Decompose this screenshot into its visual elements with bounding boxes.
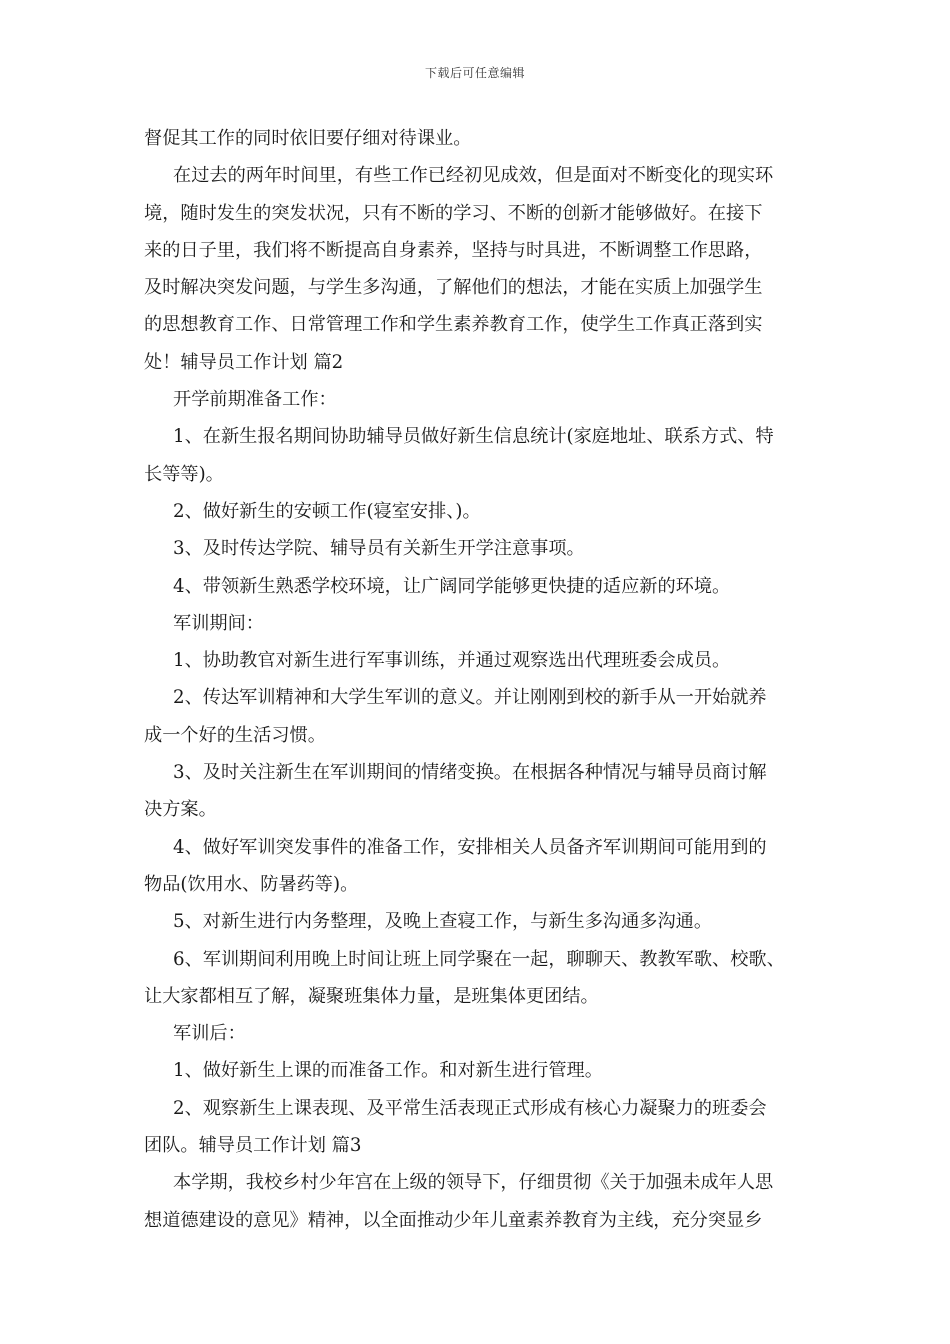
text-line: 决方案。 xyxy=(144,799,217,821)
text-line: 长等等)。 xyxy=(144,463,224,485)
document-body xyxy=(144,120,824,1239)
text-line: 6、军训期间利用晚上时间让班上同学聚在一起，聊聊天、教教军歌、校歌、 xyxy=(173,948,785,970)
text-line: 4、带领新生熟悉学校环境，让广阔同学能够更快捷的适应新的环境。 xyxy=(173,575,731,597)
text-line: 让大家都相互了解，凝聚班集体力量，是班集体更团结。 xyxy=(144,985,599,1007)
text-line: 物品(饮用水、防暑药等)。 xyxy=(144,873,359,895)
text-line: 的思想教育工作、日常管理工作和学生素养教育工作，使学生工作真正落到实 xyxy=(144,314,763,336)
text-line: 团队。辅导员工作计划 篇3 xyxy=(144,1135,362,1157)
page-header: 下载后可任意编辑 xyxy=(424,66,525,80)
text-line: 2、观察新生上课表现、及平常生活表现正式形成有核心力凝聚力的班委会 xyxy=(173,1097,767,1119)
text-line: 2、传达军训精神和大学生军训的意义。并让刚刚到校的新手从一开始就养 xyxy=(173,687,767,709)
text-line: 督促其工作的同时依旧要仔细对待课业。 xyxy=(144,128,472,149)
text-line: 境，随时发生的突发状况，只有不断的学习、不断的创新才能够做好。在接下 xyxy=(144,202,763,224)
text-line: 军训后： xyxy=(173,1023,246,1045)
text-line: 本学期，我校乡村少年宫在上级的领导下，仔细贯彻《关于加强未成年人思 xyxy=(173,1172,774,1194)
text-line: 及时解决突发问题，与学生多沟通，了解他们的想法，才能在实质上加强学生 xyxy=(144,277,763,299)
text-line: 1、在新生报名期间协助辅导员做好新生信息统计(家庭地址、联系方式、特 xyxy=(173,426,774,448)
text-line: 3、及时传达学院、辅导员有关新生开学注意事项。 xyxy=(173,538,585,560)
text-line: 3、及时关注新生在军训期间的情绪变换。在根据各种情况与辅导员商讨解 xyxy=(173,762,767,784)
text-line: 1、做好新生上课的而准备工作。和对新生进行管理。 xyxy=(173,1060,603,1082)
text-line: 在过去的两年时间里，有些工作已经初见成效，但是面对不断变化的现实环 xyxy=(173,165,774,187)
text-line: 4、做好军训突发事件的准备工作，安排相关人员备齐军训期间可能用到的 xyxy=(173,836,767,858)
text-line: 想道德建设的意见》精神，以全面推动少年儿童素养教育为主线，充分突显乡 xyxy=(144,1209,763,1231)
text-line: 处！辅导员工作计划 篇2 xyxy=(144,351,344,373)
text-line: 成一个好的生活习惯。 xyxy=(144,724,326,746)
text-line: 军训期间： xyxy=(173,612,264,634)
text-line: 5、对新生进行内务整理，及晚上查寝工作，与新生多沟通多沟通。 xyxy=(173,911,713,933)
text-line: 1、协助教官对新生进行军事训练，并通过观察选出代理班委会成员。 xyxy=(173,650,731,672)
text-line: 2、做好新生的安顿工作(寝室安排、)。 xyxy=(173,500,481,522)
text-line: 来的日子里，我们将不断提高自身素养，坚持与时具进，不断调整工作思路， xyxy=(144,239,763,261)
text-line: 开学前期准备工作： xyxy=(173,389,337,411)
